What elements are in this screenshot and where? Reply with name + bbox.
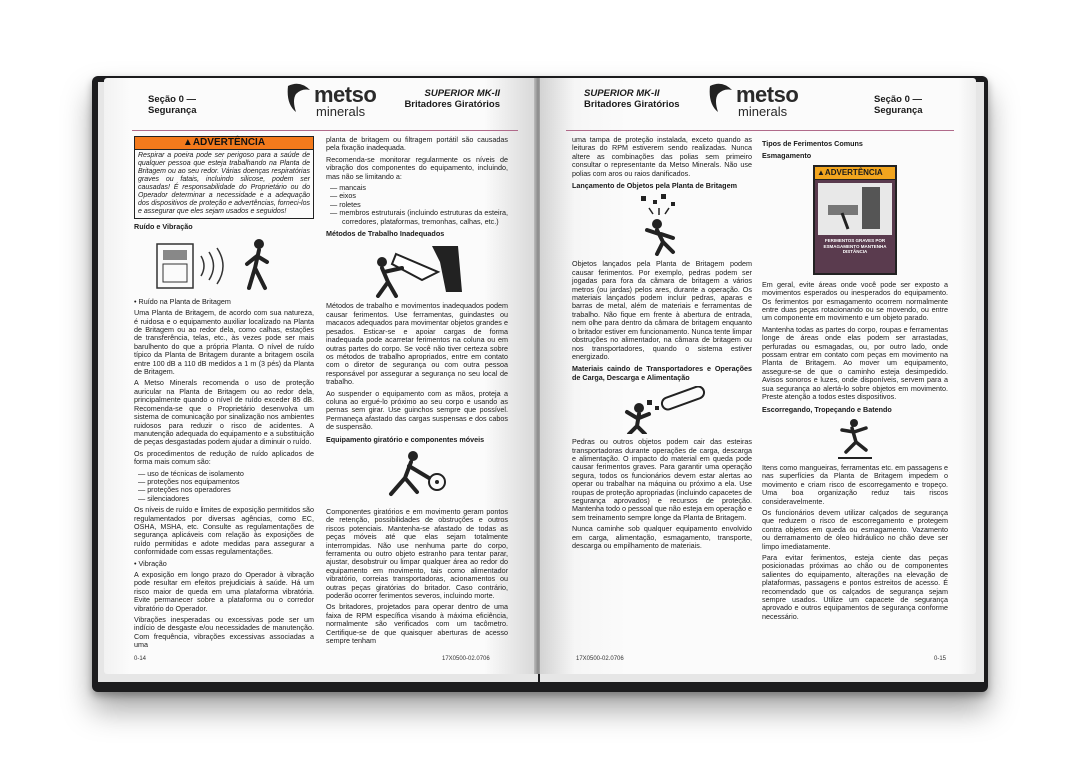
crushing-pictogram-icon [818, 183, 892, 235]
product-label: SUPERIOR MK-II Britadores Giratórios [584, 88, 680, 110]
methods-heading: Métodos de Trabalho Inadequados [326, 229, 445, 239]
document-code: 17X0500-02.0706 [576, 656, 624, 662]
sign-triangle-icon: ▲ [817, 167, 825, 177]
right-column-2: Tipos de Ferimentos Comuns Esmagamento ▲ADVERTÊNCIA FERIMENTOS GRAVES POR ESMAGAMENTO MANTENHA DISTÂNCIA Em geral, evite áreas onde você pode ser exposto a movimentos esperados ou inesperados do equipamento. Os ferimentos por esmagamento ocorrem normalmente entre duas peças rotacionando ou se movendo, ou entre um componente em movimento e um objeto parado. Mantenha todas as partes do corpo, roupas e ferramentas longe de áreas onde elas podem ser arrastadas, perfuradas ou esmagadas, ou, por outro lado, onde possam entrar em contato com peças em movimento na Planta de Britagem. Ao mover um equipamento, assegure-se de que o caminho esteja desimpedido. Avisos sonoros e luzes, onde disponíveis, servem para a sua segurança ao alertá-lo sobre objetos em movimento. Preste atenção a todos estes dispositivos. Escorregando, Tropeçando e Batendo Itens como mangueiras, ferramentas etc. em passagens e nas superfícies da Planta de Britagem impedem o movimento e criam risco de escorregamento e tropeço. Uma boa organização reduz tais riscos consideravelmente. Os funcionários devem utilizar calçados de segurança que reduzem o risco de escorregamento e protegem contra objetos em queda ou esmagamento. Vazamento ou derramamento de óleo hidráulico no chão deve ser limpo imediatamente. Para evitar ferimentos, esteja ciente das peças posicionadas próximas ao chão ou de componentes salientes do equipamento, alterações na elevação de plataformas, passagens e pontos estreitos de acesso. É recomendado que os calçados de segurança sejam sempre usados. Utilize um capacete de segurança aprovado e outros equipamentos de segurança conforme necessário. [762, 139, 948, 621]
slip-hazard-icon [832, 418, 878, 460]
noise-heading: Ruído e Vibração [134, 222, 193, 232]
right-page [540, 78, 976, 674]
metso-logo: metso minerals [284, 80, 376, 122]
product-label: SUPERIOR MK-II Britadores Giratórios [404, 88, 500, 110]
vibration-list: — mancais — eixos — roletes — membros estruturais (incluindo estruturas da esteira, corredores, plataformas, tremonhas, calhas, etc.) [326, 184, 508, 226]
page-number: 0-14 [134, 656, 147, 662]
warning-title: ▲ADVERTÊNCIA [135, 137, 313, 150]
sign-caption: FERIMENTOS GRAVES POR ESMAGAMENTO MANTENHA DISTÂNCIA [823, 238, 887, 255]
rotating-heading: Equipamento giratório e componentes móveis [326, 434, 485, 444]
left-page-header [104, 78, 536, 134]
right-page-header [540, 78, 976, 134]
noise-subheading: • Ruído na Planta de Britagem [134, 296, 231, 306]
thrown-objects-icon [627, 194, 697, 256]
document-code: 17X0500-02.0706 [442, 656, 490, 662]
launch-heading: Lançamento de Objetos pela Planta de Britagem [572, 181, 737, 191]
noise-illustration-icon [149, 236, 299, 294]
section-label: Seção 0 — Segurança [148, 94, 197, 116]
right-column-1: uma tampa de proteção instalada, exceto quando as leituras do RPM estiverem sendo realizadas. Nunca altere as combinações das polias sem primeiro consultar o representante da Metso Minerals. Não use polias com aros ou raios danificados. Lançamento de Objetos pela Planta de Britagem Objetos lançados pela Planta de Britagem podem causar ferimentos. Por exemplo, pedras podem ser jogadas para fora da câmara de britagem a vários metros (ou jardas) pelos ares, durante a operação. Os materiais lançados podem incluir pedras, aparas e barras de metal, além de materiais e ferramentas de trabalho. Não fique em frente à abertura de entrada, nem olhe para dentro da câmara de britagem enquanto o britador estiver em funcionamento. Nunca tente limpar obstruções no alimentador, na câmara de britagem ou nos transportadores, quando o sistema estiver energizado. Materiais caindo de Transportadores e Operações de Carga, Descarga e Alimentação Pedras ou outros objetos podem cair das esteiras transportadoras durante operações de carga, descarga e alimentação. O impacto do material em queda pode causar ferimentos graves. Para garantir uma operação segura, todos os funcionários devem estar alertas ao operar ou trabalhar na máquina ou próximo a ela. Use roupas de proteção apropriadas (incluindo capacetes de segurança aprovados) e recursos de proteção. Mantenha todo o pessoal que não esteja em operação e sem treinamento sempre longe da Planta de Britagem. Nunca caminhe sob qualquer equipamento envolvido em carga, alimentação, esmagamento, transporte, descarga ou empilhamento de materiais. [572, 135, 752, 550]
sign-title: ▲ADVERTÊNCIA [815, 167, 895, 180]
left-page [104, 78, 536, 674]
falling-heading: Materiais caindo de Transportadores e Operações de Carga, Descarga e Alimentação [572, 364, 752, 382]
metso-logo: metso minerals [706, 80, 798, 122]
left-column-2: planta de britagem ou filtragem portátil são causadas pela fixação inadequada. Recomenda-se monitorar regularmente os níveis de vibração dos componentes do equipamento, incluindo, mas não se limitando a: — mancais — eixos — roletes — membros estruturais (incluindo estruturas da esteira, corredores, plataformas, tremonhas, calhas, etc.) Métodos de Trabalho Inadequados Métodos de trabalho e movimentos inadequados podem causar ferimentos. Use ferramentas, guindastes ou macacos adequados para movimentar objetos grandes e pesados. Esticar-se e apoiar cargas de forma inadequada pode acarretar ferimentos na coluna ou em outras partes do corpo. Se você não tiver certeza sobre os métodos de trabalho apropriados, entre em contato com o diretor de segurança ou com outra pessoa responsável por assegurar a segurança no seu local de trabalho. Ao suspender o equipamento com as mãos, proteja a coluna ao ergué-lo próximo ao seu corpo e usando as pernas sem girar. Use guinchos sempre que possível. Permaneça afastado das cargas suspensas e dos cabos de suspensão. Equipamento giratório e componentes móveis Componentes giratórios e em movimento geram pontos de retenção, possibilidades de obstruções e outros riscos potenciais. Mantenha-se afastado de todas as peças móveis até que elas sejam totalmente interrompidas. Não use nenhuma parte do corpo, ferramenta ou outro objeto estranho para tentar parar, ajustar, desobstruir ou limpar qualquer área ao redor do equipamento em movimento, tais como alimentador vibratório, correias transportadoras, acionamentos ou outras peças giratórias do britador. Caso contrário, poderão ocorrer ferimentos severos, incluindo morte. Os britadores, projetados para operar dentro de uma faixa de RPM específica visando à máxima eficiência, normalmente são verificados com um tacômetro. Certifique-se de que quaisquer aberturas de acesso sempre tenham [326, 136, 508, 648]
section-label: Seção 0 — Segurança [874, 94, 923, 116]
vibration-subheading: • Vibração [134, 558, 167, 568]
rotating-hazard-icon [377, 448, 457, 504]
metso-logo-mark [706, 82, 736, 116]
lifting-hazard-icon [362, 242, 472, 298]
noise-list: — uso de técnicas de isolamento — proteções nos equipamentos — proteções nos operadores — silenciadores [134, 470, 314, 504]
warning-box [134, 136, 314, 219]
header-rule [132, 130, 518, 131]
slip-heading: Escorregando, Tropeçando e Batendo [762, 404, 892, 414]
crushing-warning-sign [813, 165, 897, 275]
injury-types-heading: Tipos de Ferimentos Comuns [762, 139, 863, 148]
crushing-heading: Esmagamento [762, 151, 812, 161]
page-number: 0-15 [934, 656, 947, 662]
warning-triangle-icon: ▲ [182, 137, 193, 148]
left-column-1: ▲ADVERTÊNCIA Respirar a poeira pode ser perigoso para a saúde de qualquer pessoa que esteja trabalhando na Planta de Britagem ou ao seu redor. Várias doenças respiratórias graves ou fatais, incluindo silicose, podem ser causadas! É responsabilidade do Proprietário ou do Operador determinar a necessidade e a adequação dos dispositivos de proteção e advertências, forneci-los e assegurar que eles sejam usados e seguidos! Ruído e Vibração • Ruído na Planta de Britagem Uma Planta de Britagem, de acordo com sua natureza, é ruidosa e o equipamento auxiliar localizado na Planta de Britagem ou ao redor dela, como calhas, estações de transferência, telas, etc., às vezes pode ser mais barulhento do que a própria Planta. O nível de ruído típico da Planta de Britagem durante a britagem oscila entre 100 dB a 110 dB medidos a 1 m (3 pés) da Planta de Britagem. A Metso Minerals recomenda o uso de proteção auricular na Planta de Britagem ou ao redor dela, principalmente quando o nível de ruído exceder 85 dB. Recomenda-se que o Proprietário desenvolva um sistema de comunicação por sinalização nos ambientes ruidosos para reduzir o risco de acidentes. A manutenção adequada do equipamento e a substituição de peças desgastadas podem ajudar a diminuir o ruído. Os procedimentos de redução de ruído aplicados de forma mais comum são: — uso de técnicas de isolamento — proteções nos equipamentos — proteções nos operadores — silenciadores Os níveis de ruído e limites de exposição permitidos são regulamentados por diversas agências, como EC, OSHA, MSHA, etc. Consulte as regulamentações de segurança aplicáveis com relação às exposições de ruído permitidas e adote medidas para assegurar a conformidade com essas regulamentações. • Vibração A exposição em longo prazo do Operador à vibração pode resultar em efeitos prejudiciais à saúde. Há um risco maior de queda em uma plataforma vibratória. Evite permanecer sobre a plataforma ou o corredor vibratório do Operador. Vibrações inesperadas ou excessivas pode ser um indício de desgaste e/ou necessidades de manutenção. Com frequência, vibrações excessivas associadas a uma [134, 136, 314, 653]
header-rule [566, 130, 954, 131]
warning-text: Respirar a poeira pode ser perigoso para a saúde de qualquer pessoa que esteja trabalhando na Planta de Britagem ou ao seu redor. Várias doenças respiratórias graves ou fatais, incluindo silicose, podem ser causadas! É responsabilidade do Proprietário ou do Operador determinar a necessidade e a adequação dos dispositivos de proteção e advertências, forneci-los e assegurar que eles sejam usados e seguidos! [138, 152, 310, 216]
metso-logo-mark [284, 82, 314, 116]
falling-materials-icon [617, 386, 707, 434]
